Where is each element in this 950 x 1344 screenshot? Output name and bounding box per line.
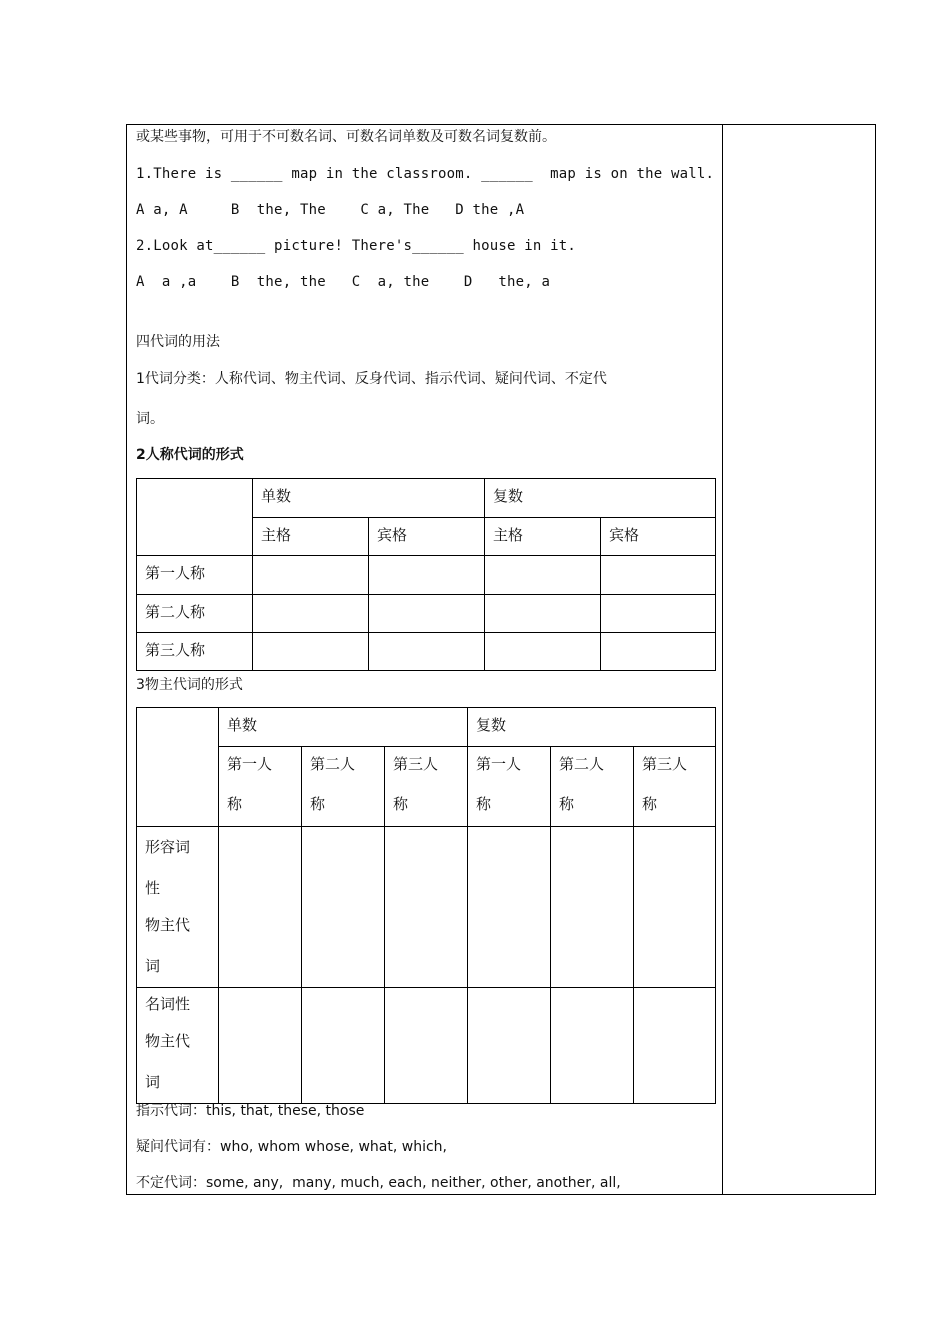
table-cell [601,556,716,595]
interrogative-pronouns: 疑问代词有：who, whom whose, what, which, [136,1139,447,1155]
header-plural: 复数 [485,479,716,518]
header-plural-nominative: 主格 [485,518,601,556]
section-4-title: 四代词的用法 [136,334,220,350]
table-cell [601,595,716,633]
header-singular-nominative: 主格 [253,518,369,556]
row-label-adjective-possessive: 形容词 性 物主代 词 [137,827,219,988]
table-cell [551,827,634,988]
table-cell [468,988,551,1104]
section-4-2-title: 2人称代词的形式 [136,447,244,463]
column-divider [722,124,723,1195]
header-plural-third-person: 第三人 称 [634,747,716,827]
table-cell [634,988,716,1104]
section-4-3-title: 3物主代词的形式 [136,677,243,693]
question-2: 2.Look at______ picture! There's______ house in it. [136,238,577,254]
table-cell [551,988,634,1104]
demonstrative-pronouns: 指示代词：this, that, these, those [136,1103,365,1119]
table-cell [634,827,716,988]
question-1: 1.There is ______ map in the classroom. ______ map is on the wall. [136,166,715,182]
table-cell [253,595,369,633]
section-4-1-line1: 1代词分类：人称代词、物主代词、反身代词、指示代词、疑问代词、不定代 [136,371,607,387]
table-cell [253,556,369,595]
header-singular: 单数 [219,708,468,747]
table-cell [369,633,485,671]
table-cell [601,633,716,671]
header-singular: 单数 [253,479,485,518]
header-singular-third-person: 第三人 称 [385,747,468,827]
table-cell [468,827,551,988]
table-cell [485,556,601,595]
table-cell [219,988,302,1104]
table-cell [253,633,369,671]
header-plural-second-person: 第二人 称 [551,747,634,827]
table-corner-cell [137,479,253,556]
table-cell [485,595,601,633]
header-plural-first-person: 第一人 称 [468,747,551,827]
section-4-1-line2: 词。 [136,411,164,427]
question-1-options: A a, A B the, The C a, The D the ,A [136,202,525,218]
table-cell [369,556,485,595]
header-singular-objective: 宾格 [369,518,485,556]
table-cell [219,827,302,988]
indefinite-pronouns: 不定代词：some, any, many, much, each, neither, other, another, all, [136,1175,621,1191]
table-corner-cell [137,708,219,827]
row-label-first-person: 第一人称 [137,556,253,595]
table-cell [302,827,385,988]
header-plural-objective: 宾格 [601,518,716,556]
personal-pronoun-table [136,478,716,671]
row-label-noun-possessive: 名词性 物主代 词 [137,988,219,1104]
table-cell [485,633,601,671]
row-label-second-person: 第二人称 [137,595,253,633]
row-label-third-person: 第三人称 [137,633,253,671]
header-singular-second-person: 第二人 称 [302,747,385,827]
header-plural: 复数 [468,708,716,747]
table-cell [369,595,485,633]
question-2-options: A a ,a B the, the C a, the D the, a [136,274,551,290]
possessive-pronoun-table [136,707,716,1104]
table-cell [385,988,468,1104]
table-cell [302,988,385,1104]
intro-line: 或某些事物，可用于不可数名词、可数名词单数及可数名词复数前。 [136,129,556,145]
header-singular-first-person: 第一人 称 [219,747,302,827]
table-cell [385,827,468,988]
